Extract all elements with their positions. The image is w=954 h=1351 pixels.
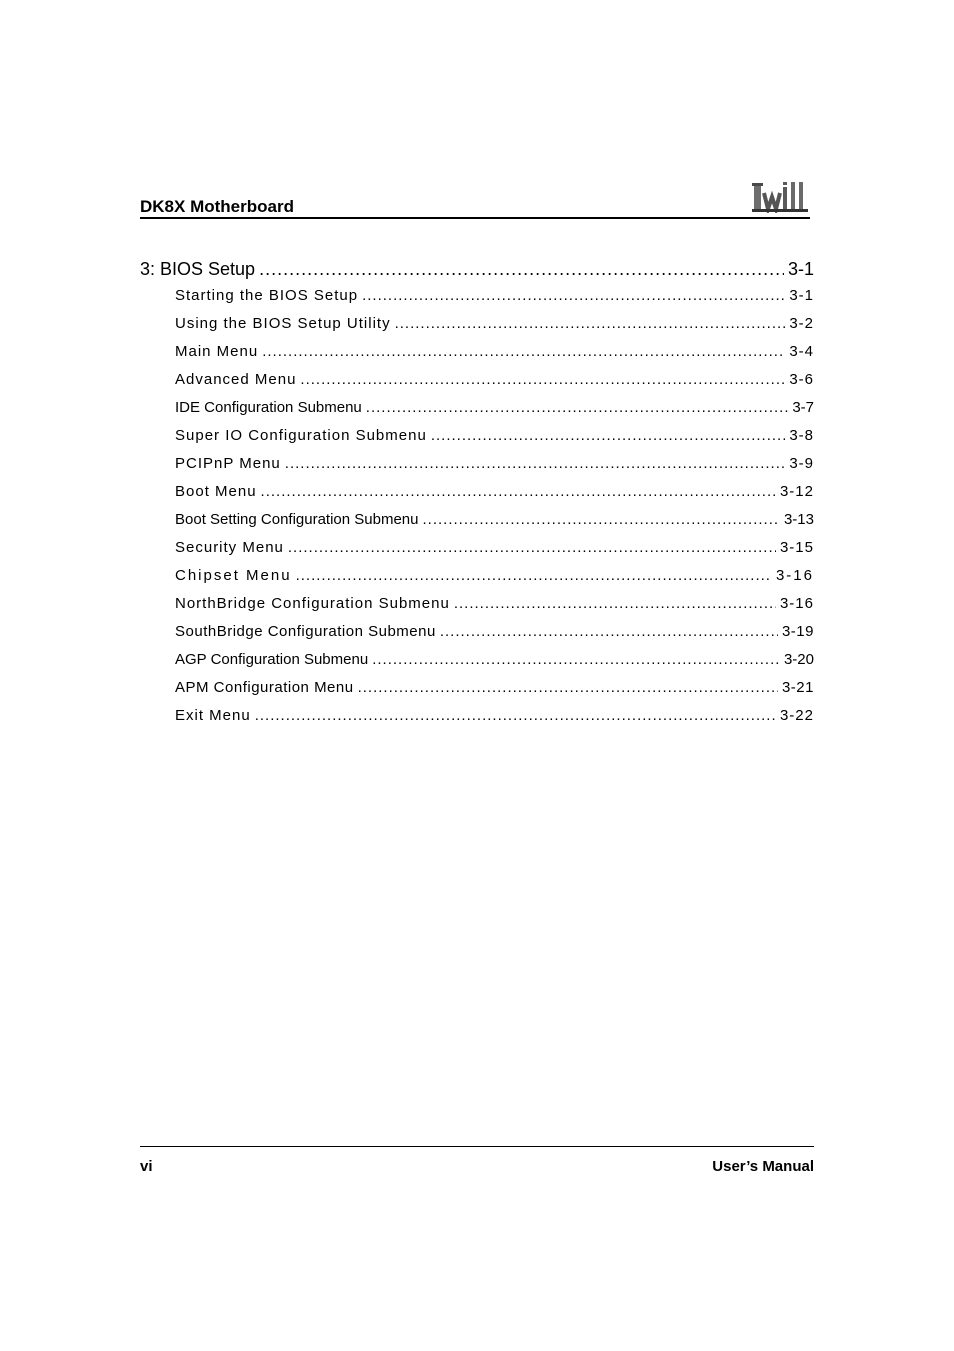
toc-entry-page: 3-9 [789,455,814,472]
toc-entry[interactable] [140,282,814,310]
header-title: DK8X Motherboard [140,197,294,216]
toc-entry-page: 3-7 [792,399,814,416]
toc-dot-leader [440,618,778,646]
toc-entry-page: 3-13 [783,511,814,528]
toc-dot-leader [288,534,776,562]
toc-entry-label: Main Menu [175,343,259,360]
toc-entry-page: 3-2 [789,315,814,332]
toc-dot-leader [296,562,772,590]
page-footer [140,1146,814,1175]
toc-entry[interactable] [140,310,814,338]
toc-entry[interactable] [140,562,814,590]
toc-entry[interactable] [140,478,814,506]
toc-entry-label: NorthBridge Configuration Submenu [175,595,450,612]
toc-entry-page: 3-6 [789,371,814,388]
toc-entry-label: Chipset Menu [175,567,292,584]
toc-dot-leader [372,646,780,674]
toc-entry-label: APM Configuration Menu [175,679,354,696]
toc-dot-leader [431,422,786,450]
toc-dot-leader [454,590,776,618]
toc-entry-page: 3-4 [789,343,814,360]
toc-entry-label: SouthBridge Configuration Submenu [175,623,436,640]
toc-entry-page: 3-20 [783,651,814,668]
toc-entry[interactable] [140,646,814,674]
toc-dot-leader [362,282,785,310]
toc-entry-page: 3-21 [781,679,814,696]
toc-entry[interactable] [140,422,814,450]
toc-chapter-entry[interactable] [140,256,814,282]
toc-entry-page: 3-12 [779,483,814,500]
toc-entry-label: Exit Menu [175,707,251,724]
toc-entry-page: 3-8 [789,427,814,444]
toc-entry[interactable] [140,618,814,646]
toc-entry-label: IDE Configuration Submenu [175,399,362,416]
toc-entry-page: 3-22 [779,707,814,724]
toc-entry-page: 3-16 [779,595,814,612]
toc-dot-leader [366,394,789,422]
toc-entry[interactable] [140,702,814,730]
toc-entry-page: 3-15 [779,539,814,556]
toc-entry[interactable] [140,534,814,562]
iwill-logo-icon [752,181,810,213]
toc-entry-page: 3-1 [789,287,814,304]
table-of-contents [140,256,814,730]
toc-entry[interactable] [140,506,814,534]
toc-entry-label: Starting the BIOS Setup [175,287,359,304]
toc-entry-label: Using the BIOS Setup Utility [175,315,391,332]
toc-entry[interactable] [140,590,814,618]
toc-entry-label: PCIPnP Menu [175,455,281,472]
toc-entry-page: 3-1 [787,259,814,279]
toc-entry-page: 3-19 [781,623,814,640]
toc-dot-leader [300,366,785,394]
toc-entry-label: 3: BIOS Setup [140,259,256,279]
toc-entry-label: AGP Configuration Submenu [175,651,369,668]
page-number: vi [140,1158,153,1175]
toc-entry[interactable] [140,394,814,422]
toc-dot-leader [285,450,786,478]
toc-entry-label: Security Menu [175,539,284,556]
toc-entry-label: Super IO Configuration Submenu [175,427,427,444]
manual-title: User’s Manual [712,1158,814,1175]
toc-entry-label: Advanced Menu [175,371,297,388]
toc-dot-leader [358,674,778,702]
toc-entry-label: Boot Setting Configuration Submenu [175,511,419,528]
toc-entry[interactable] [140,338,814,366]
toc-dot-leader [259,256,784,282]
toc-dot-leader [423,506,780,534]
toc-entry[interactable] [140,674,814,702]
toc-entry-page: 3-16 [775,567,814,584]
toc-entry[interactable] [140,366,814,394]
toc-dot-leader [395,310,786,338]
toc-dot-leader [255,702,776,730]
toc-entry[interactable] [140,450,814,478]
page-header [140,180,810,219]
toc-entry-label: Boot Menu [175,483,257,500]
toc-dot-leader [262,338,785,366]
toc-dot-leader [261,478,776,506]
